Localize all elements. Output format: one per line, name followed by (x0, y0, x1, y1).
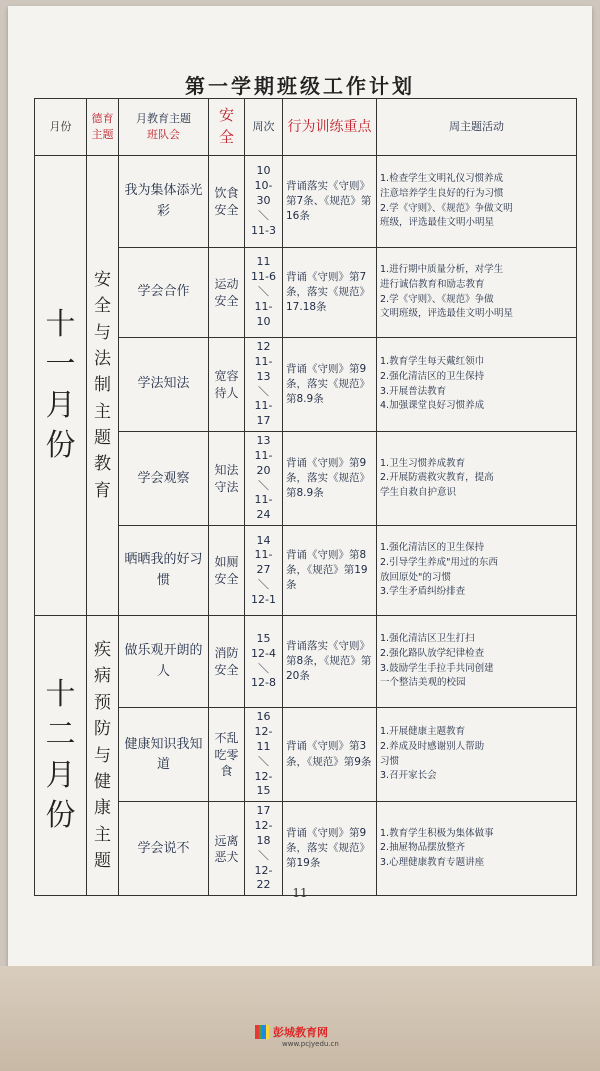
watermark-name: 彭城教育网 (273, 1026, 328, 1039)
date-start: 11-27 (254, 548, 273, 577)
training-cell: 背诵《守则》第9条，落实《规范》第19条 (283, 802, 377, 896)
table-header-row (35, 99, 577, 156)
desk-background (0, 966, 600, 1071)
header-monthly-topic-label: 月教育主题 (136, 112, 191, 126)
safety-cell: 消防安全 (209, 616, 245, 708)
activities-cell (377, 526, 577, 616)
date-range-separator: ＼ (258, 384, 269, 398)
activities-cell (377, 802, 577, 896)
activity-line: 3.开展普法教育 (380, 385, 447, 397)
safety-cell: 如厕安全 (209, 526, 245, 616)
activity-line: 1.教育学生积极为集体做事 (380, 827, 494, 839)
edu-theme-cell: 安全与法制主题教育 (87, 156, 119, 616)
week-cell (245, 526, 283, 616)
week-cell (245, 432, 283, 526)
date-start: 11-6 (251, 270, 276, 284)
activity-line: 1.检查学生文明礼仪习惯养成 (380, 173, 504, 185)
header-training: 行为训练重点 (283, 99, 377, 156)
page-number: 11 (292, 886, 308, 900)
activity-line: 2.开展防震救灾教育，提高 (380, 472, 494, 484)
safety-cell: 宽容待人 (209, 338, 245, 432)
logo-icon (255, 1025, 269, 1039)
week-no: 16 (256, 710, 271, 724)
training-cell: 背诵落实《守则》第8条，《规范》第20条 (283, 616, 377, 708)
activities-cell (377, 248, 577, 338)
topic-cell: 学会说不 (119, 802, 209, 896)
header-week: 周次 (245, 99, 283, 156)
activity-line: 1.强化清洁区的卫生保持 (380, 542, 485, 554)
header-edu-theme: 德育主题 (87, 99, 119, 156)
watermark-url: www.pcjyedu.cn (282, 1040, 339, 1048)
date-end: 12-15 (254, 769, 273, 798)
date-end: 11-17 (254, 399, 273, 428)
activity-line: 1.开展健康主题教育 (380, 726, 466, 738)
date-start: 12-4 (251, 646, 276, 660)
activity-line: 2.抽屉物品摆放整齐 (380, 842, 466, 854)
activity-line: 学生自救自护意识 (380, 486, 457, 498)
topic-cell: 健康知识我知道 (119, 708, 209, 802)
activity-line: 注意培养学生良好的行为习惯 (380, 187, 504, 199)
watermark-logo (255, 1022, 328, 1042)
date-range-separator: ＼ (258, 208, 269, 222)
topic-cell: 我为集体添光彩 (119, 156, 209, 248)
activities-cell (377, 708, 577, 802)
activities-cell (377, 432, 577, 526)
activity-line: 2.强化清洁区的卫生保持 (380, 370, 485, 382)
safety-cell: 运动安全 (209, 248, 245, 338)
activity-line: 3.心理健康教育专题讲座 (380, 857, 485, 869)
topic-cell: 学会观察 (119, 432, 209, 526)
week-cell (245, 156, 283, 248)
activity-line: 1.教育学生每天戴红领巾 (380, 356, 485, 368)
table-body (35, 156, 577, 896)
date-range-separator: ＼ (258, 578, 269, 592)
activities-cell (377, 338, 577, 432)
header-weekly-activity: 周主题活动 (377, 99, 577, 156)
activity-line: 4.加强课堂良好习惯养成 (380, 400, 485, 412)
date-start: 11-13 (254, 354, 273, 383)
activity-line: 放回原处"的习惯 (380, 571, 451, 583)
header-class-meeting-label: 班队会 (147, 128, 180, 141)
training-cell: 背诵《守则》第7条，落实《规范》17.18条 (283, 248, 377, 338)
topic-cell: 做乐观开朗的人 (119, 616, 209, 708)
week-no: 17 (256, 804, 271, 818)
week-no: 10 (256, 164, 271, 178)
activity-line: 2.引导学生养成"用过的东西 (380, 556, 498, 568)
activity-line: 习惯 (380, 755, 400, 767)
activity-line: 班级，评选最佳文明小明星 (380, 217, 495, 229)
date-range-separator: ＼ (258, 754, 269, 768)
week-no: 14 (256, 533, 271, 547)
edu-theme-cell: 疾病预防与健康主题 (87, 616, 119, 896)
header-monthly-topic (119, 99, 209, 156)
header-safety: 安全 (209, 99, 245, 156)
activity-line: 一个整洁美观的校园 (380, 677, 466, 689)
date-start: 11-20 (254, 448, 273, 477)
activity-line: 2.学《守则》、《规范》争做 (380, 293, 494, 305)
activities-cell (377, 156, 577, 248)
training-cell: 背诵落实《守则》第7条、《规范》第16条 (283, 156, 377, 248)
week-no: 12 (256, 340, 271, 353)
table-row (35, 616, 577, 708)
activity-line: 进行诚信教育和励志教育 (380, 278, 485, 290)
activity-line: 3.学生矛盾纠纷排查 (380, 586, 466, 598)
activity-line: 3.鼓励学生手拉手共同创建 (380, 662, 494, 674)
topic-cell: 学法知法 (119, 338, 209, 432)
date-end: 11-10 (254, 299, 273, 328)
date-start: 12-18 (254, 819, 273, 847)
header-month: 月份 (35, 99, 87, 156)
date-range-separator: ＼ (258, 478, 269, 492)
topic-cell: 学会合作 (119, 248, 209, 338)
activity-line: 2.学《守则》、《规范》争做文明 (380, 202, 513, 214)
safety-cell: 知法守法 (209, 432, 245, 526)
activity-line: 文明班级，评选最佳文明小明星 (380, 308, 514, 320)
week-no: 15 (256, 631, 271, 645)
month-cell: 十一月份 (35, 156, 87, 616)
week-cell (245, 248, 283, 338)
date-range-separator: ＼ (258, 285, 269, 299)
date-range-separator: ＼ (258, 848, 269, 862)
date-range-separator: ＼ (258, 661, 269, 675)
activities-cell (377, 616, 577, 708)
training-cell: 背诵《守则》第8条，《规范》第19条 (283, 526, 377, 616)
safety-cell: 远离恶犬 (209, 802, 245, 896)
page-title: 第一学期班级工作计划 (185, 74, 415, 98)
safety-cell: 饮食安全 (209, 156, 245, 248)
date-end: 11-3 (251, 223, 276, 237)
week-no: 13 (256, 434, 271, 448)
date-start: 10-30 (254, 179, 273, 208)
date-end: 12-1 (251, 592, 276, 606)
activity-line: 1.卫生习惯养成教育 (380, 457, 466, 469)
training-cell: 背诵《守则》第9条，落实《规范》第8.9条 (283, 432, 377, 526)
activity-line: 1.强化清洁区卫生打扫 (380, 633, 475, 645)
activity-line: 1.进行期中质量分析，对学生 (380, 264, 504, 276)
week-cell (245, 338, 283, 432)
week-cell (245, 802, 283, 896)
date-end: 11-24 (254, 493, 273, 522)
table-row (35, 156, 577, 248)
date-end: 12-8 (251, 676, 276, 690)
training-cell: 背诵《守则》第9条，落实《规范》第8.9条 (283, 338, 377, 432)
date-start: 12-11 (254, 724, 273, 753)
safety-cell: 不乱吃零食 (209, 708, 245, 802)
training-cell: 背诵《守则》第3条，《规范》第9条 (283, 708, 377, 802)
month-cell: 十二月份 (35, 616, 87, 896)
topic-cell: 晒晒我的好习惯 (119, 526, 209, 616)
activity-line: 2.强化路队放学纪律检查 (380, 647, 485, 659)
activity-line: 3.召开家长会 (380, 770, 437, 782)
plan-table (34, 98, 577, 896)
week-cell (245, 616, 283, 708)
date-end: 12-22 (254, 863, 273, 892)
activity-line: 2.养成及时感谢别人帮助 (380, 740, 485, 752)
week-cell (245, 708, 283, 802)
week-no: 11 (256, 255, 271, 269)
